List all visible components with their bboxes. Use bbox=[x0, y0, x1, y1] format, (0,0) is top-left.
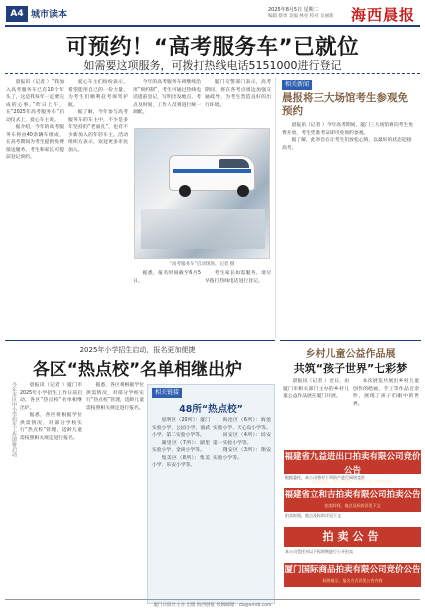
lead-col2-p2: 据了解，今年参与高考服务车的车主中，不少是多年坚持的“老面孔”，也有不少新加入的年轻车主。活动组织方表示，欢迎更多市民加入。 bbox=[68, 110, 128, 153]
school-kicker: 2025年小学招生启动，报名更加便捷 bbox=[79, 346, 196, 354]
school-p3: 据悉，各区将根据学位供需情况，对部分学校实行“热点校”管理，适龄儿童需按照相关规定进行报名。 bbox=[86, 383, 144, 411]
ad-banner-2 bbox=[284, 488, 421, 512]
sidebar-p1: 晨报讯（记者 ）今年高考期间，厦门三大场馆将向考生免费开放，考生凭准考证即可免预约参观。 bbox=[282, 123, 414, 136]
art-p1: 晨报讯（记者 ）近日，由厦门市相关部门主办的乡村儿童公益作品展在厦门开展。 bbox=[283, 379, 349, 399]
lead-divider bbox=[5, 73, 420, 74]
box-p3: 集美区（8所）：集美小学、乐安小学等。 bbox=[152, 455, 210, 468]
box-col-2 bbox=[213, 417, 271, 601]
lead-column-3 bbox=[133, 79, 201, 125]
lead-col4-p2: 考生家长如需服务，请尽早拨打热线电话进行登记。 bbox=[205, 271, 271, 284]
ad3-body: 本公司受托对以下标的物进行公开拍卖 bbox=[285, 549, 353, 554]
school-p1: 晨报讯（记者 ）厦门市2025年小学招生工作日前启动，各区“热点校”名单相继出炉。 bbox=[20, 383, 82, 411]
ad2-title: 福建省立和吉拍卖有限公司拍卖公告 bbox=[284, 490, 421, 500]
ad4-title: 厦门国际商品拍卖有限公司竞价公告 bbox=[284, 565, 421, 575]
ad4-sub: 标的展示、报名方式详见公告内容 bbox=[322, 578, 383, 583]
date-line: 2025年8月5日 星期二 bbox=[268, 7, 319, 13]
ad1-title: 福建省九益进出口拍卖有限公司竞价公告 bbox=[284, 452, 421, 476]
school-lead-column bbox=[20, 382, 82, 604]
sidebar-title: 晨报将三大场馆考生参观免预约 bbox=[282, 92, 408, 117]
lead-col3-p1: 今年的高考服务车将继续沿用“预约制”，考生可通过热线电话提前登记，写明出发地点、考点及时间，工作人员将进行统一调配。 bbox=[133, 80, 201, 115]
art-headline: 共筑“孩子世界”七彩梦 bbox=[293, 362, 408, 375]
lead-col4-p1: 厦门交警部门表示，高考期间，将在各考点周边加强交通疏导，为考生营造良好的出行环境。 bbox=[205, 80, 271, 108]
ad-banner-3 bbox=[284, 527, 421, 547]
ad2-sub: 拍卖时间、地点及标的详见下文 bbox=[324, 503, 381, 508]
ad2-body: 拍卖时间、地点及标的详见下文 bbox=[285, 513, 341, 518]
editor-line: 编辑 蔡勇 美编 林亮 校对 吴丽新 bbox=[268, 14, 334, 19]
ad1-body: 根据委托，本公司将对下列资产进行网络竞价 bbox=[285, 475, 365, 480]
page-number: A4 bbox=[6, 6, 28, 22]
box-p4: 海沧区（6所）：海沧实验小学、天心岛小学等。 bbox=[213, 418, 271, 431]
box-tag: 相关链接 bbox=[152, 388, 182, 398]
ad-banner-4 bbox=[284, 563, 421, 587]
school-p2: 据悉，各区将根据学位供需情况，对部分学校实行“热点校”管理，适龄儿童需按照相关规定进行报名。 bbox=[20, 413, 82, 441]
sidebar bbox=[275, 78, 421, 338]
lead-col1-p1: 晨报讯（记者 ）“我加入高考服务车已有10个年头了，这是我每年一定要完成的心事。”昨日上午，在“2025年高考服务车”启动仪式上，爱心车主说。 bbox=[6, 80, 64, 123]
school-headline: 各区“热点校”名单相继出炉 bbox=[32, 360, 243, 380]
lead-photo bbox=[134, 128, 270, 259]
sidebar-body bbox=[282, 122, 416, 332]
lead-subhead: 如需要这项服务，可拨打热线电话5151000进行登记 bbox=[83, 59, 342, 72]
sidebar-p2: 据了解，此举旨在让考生们放松心情，以最好的状态迎接高考。 bbox=[282, 138, 412, 151]
van-wheel-front bbox=[179, 185, 191, 197]
art-kicker: 乡村儿童公益作品展 bbox=[305, 349, 396, 360]
van-wheel-rear bbox=[237, 185, 249, 197]
ad1-sub: 根据委托，本公司将对下列资产进行网络竞价 bbox=[312, 479, 393, 484]
footer-line: 厦门日报社主办 出版 海西晨报 投稿邮箱：cb@xmrb.com bbox=[153, 603, 272, 608]
box-p5: 同安区（4所）：同安第一实验小学等。 bbox=[213, 433, 271, 446]
ad3-title: 拍卖公告 bbox=[322, 530, 383, 543]
lead-column-4 bbox=[205, 79, 271, 125]
section-title: 城市读本 bbox=[31, 10, 68, 20]
lead-col2-p1: 爱心车主们纷纷表示，希望能用自己的一份力量，为考生们顺利赶考保驾护航。 bbox=[68, 80, 128, 108]
box-p1: 思明区（20所）：厦门实验小学、公园小学、演武小学、第二实验小学等。 bbox=[152, 418, 210, 438]
lead-column-3b bbox=[133, 270, 201, 335]
box-title: 48所“热点校” bbox=[179, 404, 243, 415]
ad-banner-1 bbox=[284, 450, 421, 484]
art-col-2 bbox=[353, 378, 419, 448]
photo-caption: “高考服务车”启动现场。记者 摄 bbox=[169, 262, 235, 267]
lead-col1-p2: 据介绍，今年的高考服务车将由40余辆车组成，在高考期间为考生提供免费接送服务，考生和家长可提前登记预约。 bbox=[6, 125, 64, 160]
art-col-1 bbox=[283, 378, 349, 448]
art-p2: 本次展览共展出乡村儿童创作的绘画、手工等作品百余件，展现了孩子们眼中的世界。 bbox=[353, 379, 419, 407]
lead-column-2 bbox=[68, 79, 128, 335]
lead-column-4b bbox=[205, 270, 271, 335]
school-side-caption: 今年市区中小学招生工作即将启动 bbox=[11, 382, 17, 457]
header-rule bbox=[5, 25, 420, 27]
box-p2: 湖里区（7所）：湖里实验小学、金尚小学等。 bbox=[152, 440, 210, 453]
lead-column-1 bbox=[6, 79, 64, 335]
box-p6: 翔安区（3所）：翔安实验小学等。 bbox=[213, 448, 271, 461]
newspaper-logo: 海西晨报 bbox=[351, 6, 416, 24]
hotspot-school-box bbox=[147, 384, 275, 604]
box-col-1 bbox=[152, 417, 210, 601]
lead-headline: 可预约！“高考服务车”已就位 bbox=[65, 35, 360, 60]
school-column-2 bbox=[86, 382, 144, 604]
lead-col3-p2: 据悉，报名时间截至6月5日。 bbox=[133, 271, 201, 284]
sidebar-tag: 相关新闻 bbox=[282, 80, 312, 90]
